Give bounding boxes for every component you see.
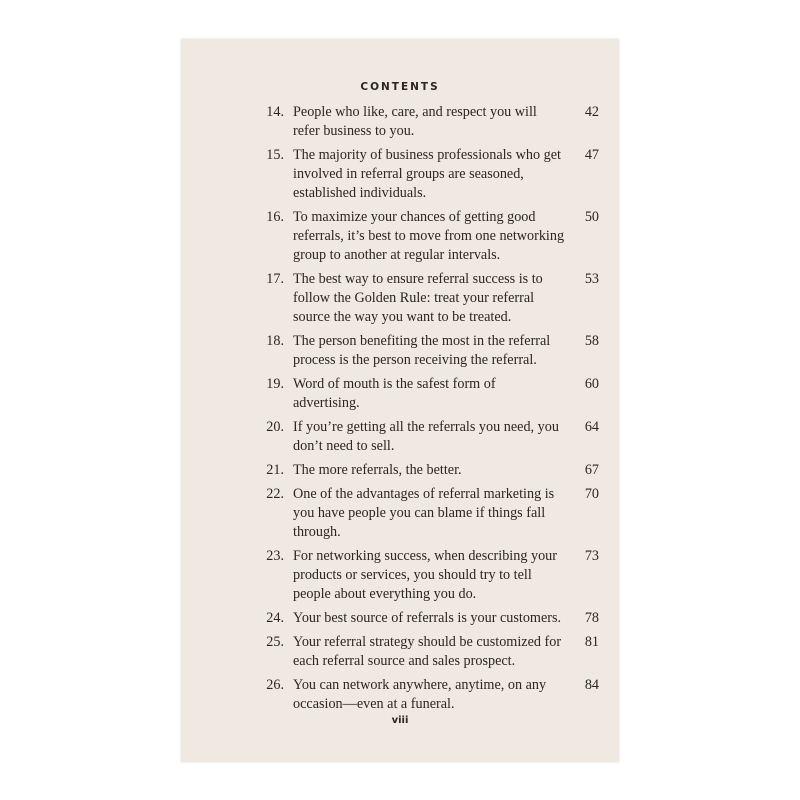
entry-page: 60 [584,376,599,392]
entry-title: One of the advantages of referral marketing is you have people you can blame if things fall through. [293,486,555,540]
entry-page: 84 [584,677,599,693]
entry-number: 17. [266,271,284,287]
entry-title: You can network anywhere, anytime, on any occasion—even at a funeral. [293,677,547,712]
toc-entry [251,270,611,327]
entry-page: 78 [584,610,599,626]
entry-page: 70 [584,486,599,502]
toc-entry [251,375,611,413]
entry-number: 25. [266,634,284,650]
entry-page: 47 [584,147,599,163]
entry-title: The best way to ensure referral success is to follow the Golden Rule: treat your referral source the way you want to be treated. [293,271,543,325]
entry-number: 21. [266,462,284,478]
entry-title: Your best source of referrals is your customers. [293,610,562,626]
entry-title: Word of mouth is the safest form of advertising. [293,376,496,411]
toc-entry [251,633,611,671]
entry-number: 24. [266,610,284,626]
entry-number: 23. [266,548,284,564]
entry-title: For networking success, when describing your products or services, you should try to tell people about everything you do. [293,548,557,602]
entry-title: If you’re getting all the referrals you need, you don’t need to sell. [293,419,559,454]
entry-page: 81 [584,634,599,650]
entry-page: 58 [584,333,599,349]
entry-number: 19. [266,376,284,392]
entry-number: 14. [266,104,284,120]
toc-entry [251,146,611,203]
entry-number: 16. [266,209,284,225]
entry-title: The more referrals, the better. [293,462,462,478]
entry-number: 26. [266,677,284,693]
contents-heading: CONTENTS [360,81,440,93]
entry-number: 15. [266,147,284,163]
entry-title: To maximize your chances of getting good referrals, it’s best to move from one networking group to another at regular intervals. [293,209,565,263]
page-folio: viii [391,715,409,726]
toc-entry [251,332,611,370]
entry-title: People who like, care, and respect you will refer business to you. [293,104,537,139]
toc-entry [251,676,611,714]
entry-number: 22. [266,486,284,502]
entry-title: Your referral strategy should be customized for each referral source and sales prospect. [293,634,562,669]
toc-entry [251,418,611,456]
toc-list [251,103,611,719]
book-page [181,39,619,762]
entry-page: 50 [584,209,599,225]
entry-number: 18. [266,333,284,349]
toc-entry [251,208,611,265]
entry-number: 20. [266,419,284,435]
entry-page: 42 [584,104,599,120]
toc-entry [251,103,611,141]
toc-entry [251,609,611,628]
toc-entry [251,461,611,480]
entry-title: The majority of business professionals who get involved in referral groups are seasoned, established individuals. [293,147,561,201]
entry-title: The person benefiting the most in the referral process is the person receiving the referral. [293,333,551,368]
entry-page: 67 [584,462,599,478]
entry-page: 53 [584,271,599,287]
entry-page: 64 [584,419,599,435]
entry-page: 73 [584,548,599,564]
toc-entry [251,485,611,542]
toc-entry [251,547,611,604]
